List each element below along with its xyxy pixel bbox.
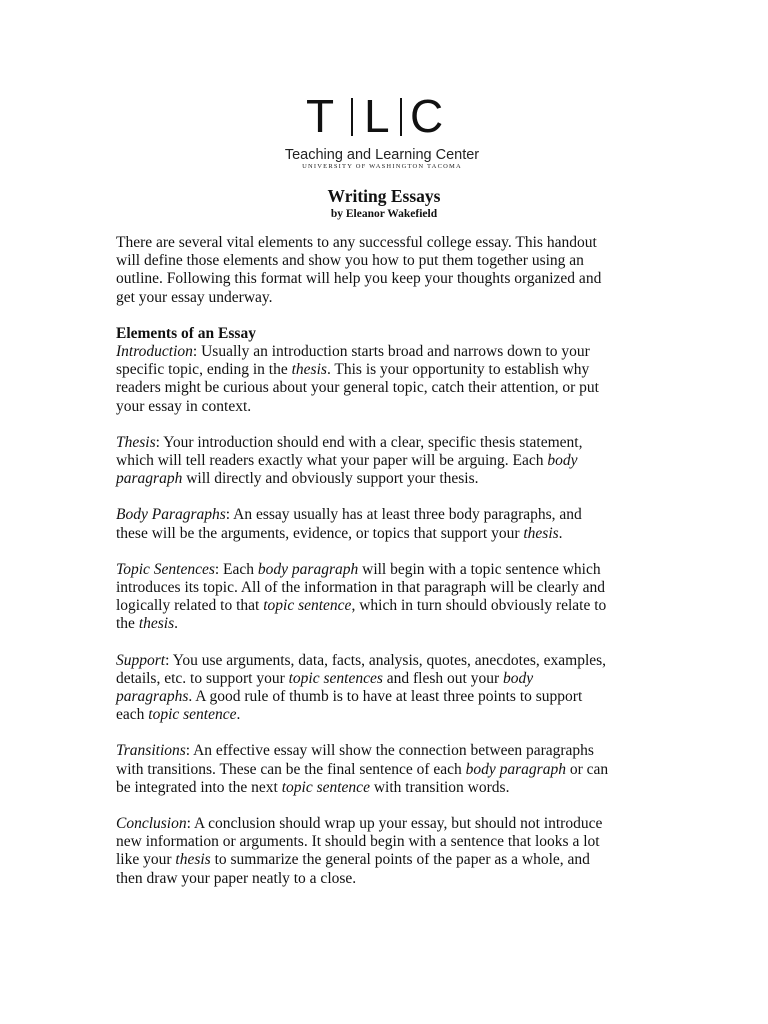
text-run: to summarize the general points of the paper as a whole, and [210,851,590,869]
element-term: Transitions [116,742,186,760]
logo-divider [351,98,353,136]
element-term: Thesis [116,433,156,451]
emphasized-text: thesis [523,524,559,542]
text-run: specific topic, ending in the [116,361,292,379]
text-run: : Each [214,560,258,578]
text-run: your essay in context. [116,397,252,415]
intro-line: get your essay underway. [116,288,273,306]
emphasized-text: body paragraph [257,560,359,578]
element-paragraph-transitions [116,742,656,797]
element-term: Body Paragraphs [116,506,226,524]
logo-letter-c: C [410,90,444,142]
paragraph-line [116,434,656,452]
paragraph-line [116,870,656,888]
emphasized-text: body [503,669,534,687]
text-run: which will tell readers exactly what your paper will be arguing. Each [116,452,548,470]
text-run: . [236,706,241,724]
paragraph-line [116,398,656,416]
element-term: Support [116,651,166,669]
emphasized-text: topic sentence [148,706,237,724]
text-run: : An effective essay will show the connection between paragraphs [185,742,594,760]
emphasized-text: topic sentence [281,778,370,796]
document-byline: by Eleanor Wakefield [330,208,438,220]
element-paragraph-topic-sentences [116,561,656,634]
tlc-logo [280,92,488,178]
paragraph-line [116,579,656,597]
text-run: : Usually an introduction starts broad and narrows down to your [192,343,590,361]
intro-line: outline. Following this format will help you keep your thoughts organized and [116,270,602,288]
text-run: be integrated into the next [116,778,282,796]
text-run: : You use arguments, data, facts, analysis, quotes, anecdotes, examples, [165,651,607,669]
paragraph-line [116,779,656,797]
paragraph-line [116,597,656,615]
intro-paragraph [116,234,656,307]
text-run: . [174,615,178,633]
paragraph-line [116,525,656,543]
paragraph-line [116,742,656,760]
element-paragraph-thesis [116,434,656,489]
logo-center-name: Teaching and Learning Center [284,147,480,163]
paragraph-line [116,452,656,470]
text-run: new information or arguments. It should begin with a sentence that looks a lot [116,833,600,851]
text-run: : An essay usually has at least three body paragraphs, and [225,506,582,524]
paragraph-line [116,688,656,706]
text-run: , which in turn should obviously relate to [351,597,607,615]
text-run: introduces its topic. All of the information in that paragraph will be clearly and [116,579,605,597]
text-run: will begin with a topic sentence which [358,560,601,578]
paragraph-line [116,815,656,833]
logo-divider [400,98,402,136]
text-run: . A good rule of thumb is to have at least three points to support [188,688,583,706]
paragraph-line [116,615,656,633]
text-run: : Your introduction should end with a clear, specific thesis statement, [155,433,583,451]
elements-list [116,343,656,888]
text-run: or can [565,760,609,778]
emphasized-text: thesis [291,361,327,379]
paragraph-line [116,652,656,670]
emphasized-text: paragraphs [116,688,189,706]
text-run: logically related to that [116,597,264,615]
text-run: and flesh out your [382,669,503,687]
element-paragraph-introduction [116,343,656,416]
intro-line: There are several vital elements to any successful college essay. This handout [116,234,597,251]
emphasized-text: topic sentences [288,669,383,687]
paragraph-line [116,761,656,779]
logo-university-name: UNIVERSITY OF WASHINGTON TACOMA [302,163,462,170]
text-run: then draw your paper neatly to a close. [116,869,357,887]
logo-letters [306,92,456,140]
element-paragraph-body-paragraphs [116,506,656,542]
text-run: : A conclusion should wrap up your essay, but should not introduce [186,815,603,833]
emphasized-text: body paragraph [465,760,566,778]
emphasized-text: paragraph [116,470,183,488]
document-title: Writing Essays [327,186,441,206]
paragraph-line [116,361,656,379]
paragraph-line [116,833,656,851]
text-run: details, etc. to support your [116,669,289,687]
element-term: Topic Sentences [116,560,215,578]
text-run: the [116,615,139,633]
emphasized-text: thesis [175,851,211,869]
paragraph-line [116,343,656,361]
paragraph-line [116,470,656,488]
emphasized-text: body [547,452,578,470]
text-run: each [116,706,149,724]
text-run: will directly and obviously support your thesis. [182,470,479,488]
paragraph-line [116,851,656,869]
text-run: with transition words. [369,778,510,796]
paragraph-line [116,506,656,524]
intro-line: will define those elements and show you how to put them together using an [116,252,584,270]
element-paragraph-conclusion [116,815,656,888]
element-paragraph-support [116,652,656,725]
paragraph-line [116,561,656,579]
text-run: like your [116,851,176,869]
paragraph-line [116,379,656,397]
emphasized-text: topic sentence [263,597,352,615]
document-body [116,234,656,906]
text-run: with transitions. These can be the final sentence of each [116,760,466,778]
text-run: . [558,524,563,542]
element-term: Introduction [116,343,193,361]
emphasized-text: thesis [138,615,175,633]
paragraph-line [116,670,656,688]
text-run: . This is your opportunity to establish why [326,361,590,379]
text-run: readers might be curious about your general topic, catch their attention, or put [116,379,599,397]
text-run: these will be the arguments, evidence, or topics that support your [116,524,524,542]
element-term: Conclusion [116,815,187,833]
logo-letter-l: L [364,90,390,142]
logo-letter-t: T [306,90,335,142]
section-heading: Elements of an Essay [116,324,256,342]
paragraph-line [116,706,656,724]
